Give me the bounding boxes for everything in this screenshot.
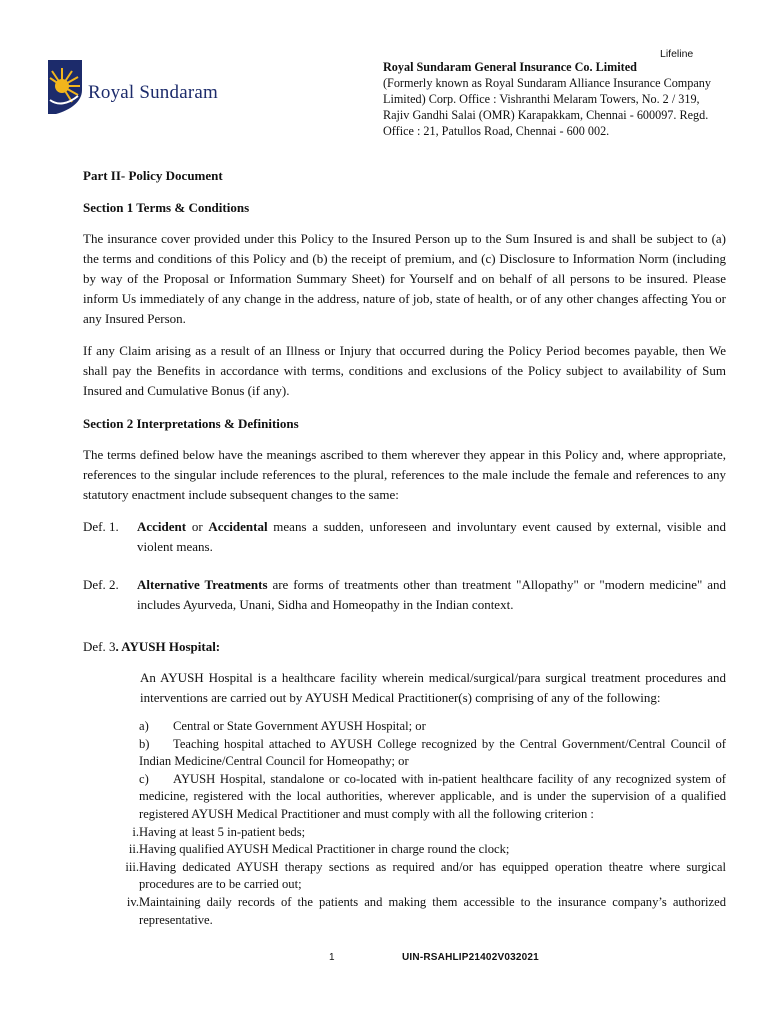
document-body: [83, 166, 726, 929]
criteria-list: [83, 824, 726, 930]
section-2-title: Section 2 Interpretations & Definitions: [83, 416, 299, 431]
criteria-label: iv.: [126, 894, 139, 909]
definition-number: Def. 2.: [83, 577, 119, 592]
criteria-item: [83, 894, 726, 929]
list-item-text: Central or State Government AYUSH Hospital; or: [173, 719, 426, 733]
list-item-label: b): [139, 736, 150, 751]
definition-text: [137, 575, 726, 615]
definition-number: Def. 3: [83, 639, 116, 654]
criteria-item: [83, 841, 726, 859]
criteria-item: [83, 824, 726, 842]
part-title: Part II- Policy Document: [83, 168, 223, 183]
definition-3-heading: [83, 637, 726, 656]
product-tag: Lifeline: [660, 48, 694, 60]
definition-3-intro: An AYUSH Hospital is a healthcare facility wherein medical/surgical/para surgical treatment procedures and interventions are carried out by AYUSH Medical Practitioner(s) comprising of any of the following:: [140, 670, 726, 705]
definition-2: [83, 575, 726, 615]
list-item: [139, 736, 726, 771]
list-item-label: c): [139, 771, 149, 786]
criteria-text: Maintaining daily records of the patients and making them accessible to the insurance company’s authorized representative.: [139, 894, 726, 927]
ayush-hospital-types-list: [139, 718, 726, 824]
defined-term: Accident: [137, 519, 187, 534]
section-1-title: Section 1 Terms & Conditions: [83, 200, 250, 215]
definition-body: are forms of treatments other than treatment "Allopathy" or "modern medicine" and includes Ayurveda, Unani, Sidha and Homeopathy in the Indian context.: [137, 577, 726, 612]
term-joiner: or: [186, 519, 209, 534]
company-name: Royal Sundaram General Insurance Co. Limited: [383, 60, 637, 74]
company-info: [383, 59, 723, 139]
uin-code: UIN-RSAHLIP21402V032021: [402, 952, 539, 963]
sun-shield-icon: [48, 60, 84, 114]
defined-term: Accidental: [208, 519, 268, 534]
list-item-label: a): [139, 719, 149, 733]
section-1-paragraph-1: The insurance cover provided under this Policy to the Insured Person up to the Sum Insured is and shall be subject to (a) the terms and conditions of this Policy and (b) the receipt of premium, and (c) Disclosure to Information Norm (including by way of the Proposal or Information Summary Sheet) for Yourself and on behalf of all persons to be insured. Please inform Us immediately of any change in the address, nature of job, state of health, or of any other changes affecting You or any Insured Person.: [83, 231, 726, 326]
definition-body: means a sudden, unforeseen and involuntary event caused by external, visible and violent means.: [137, 519, 726, 554]
definition-3: [83, 637, 726, 929]
list-item: [139, 718, 726, 736]
section-1-paragraph-2: If any Claim arising as a result of an Illness or Injury that occurred during the Policy Period becomes payable, then We shall pay the Benefits in accordance with terms, conditions and exclusions of the Policy subject to availability of Sum Insured and Cumulative Bonus (if any).: [83, 343, 726, 398]
list-item-text: AYUSH Hospital, standalone or co-located with in-patient healthcare facility of any recognized system of medicine, registered with the local authorities, wherever applicable, and is under the supervision of a qualified registered AYUSH Medical Practitioner and must comply with all the following criterion :: [139, 771, 726, 821]
definition-text: [137, 517, 726, 557]
company-logo: [48, 60, 218, 114]
defined-term: Alternative Treatments: [137, 577, 268, 592]
definition-number: Def. 1.: [83, 519, 119, 534]
criteria-text: Having qualified AYUSH Medical Practitioner in charge round the clock;: [139, 842, 510, 857]
list-item: [139, 771, 726, 824]
page-number: 1: [329, 952, 335, 963]
definition-1: [83, 517, 726, 557]
list-item-text: Teaching hospital attached to AYUSH College recognized by the Central Government/Central Council of Indian Medicine/Central Council for Homeopathy; or: [139, 736, 726, 769]
criteria-label: ii.: [128, 842, 139, 857]
logo-wordmark: Royal Sundaram: [88, 81, 218, 103]
criteria-label: i.: [132, 824, 139, 839]
section-2-paragraph: The terms defined below have the meanings ascribed to them wherever they appear in this Policy and, where appropriate, references to the singular include references to the plural, references to the male include the female and references to any statutory enactment include subsequent changes to the same:: [83, 447, 726, 502]
defined-term: . AYUSH Hospital:: [115, 639, 221, 654]
company-address: (Formerly known as Royal Sundaram Alliance Insurance Company Limited) Corp. Office : Vishranthi Melaram Towers, No. 2 / 319, Rajiv Gandhi Salai (OMR) Karapakkam, Chennai - 600097. Regd. Office : 21, Patullos Road, Chennai - 600 002.: [383, 76, 711, 138]
criteria-label: iii.: [125, 859, 139, 874]
criteria-text: Having dedicated AYUSH therapy sections as required and/or has equipped operation theatre where surgical procedures are to be carried out;: [139, 859, 726, 892]
criteria-text: Having at least 5 in-patient beds;: [139, 824, 306, 839]
criteria-item: [83, 859, 726, 894]
